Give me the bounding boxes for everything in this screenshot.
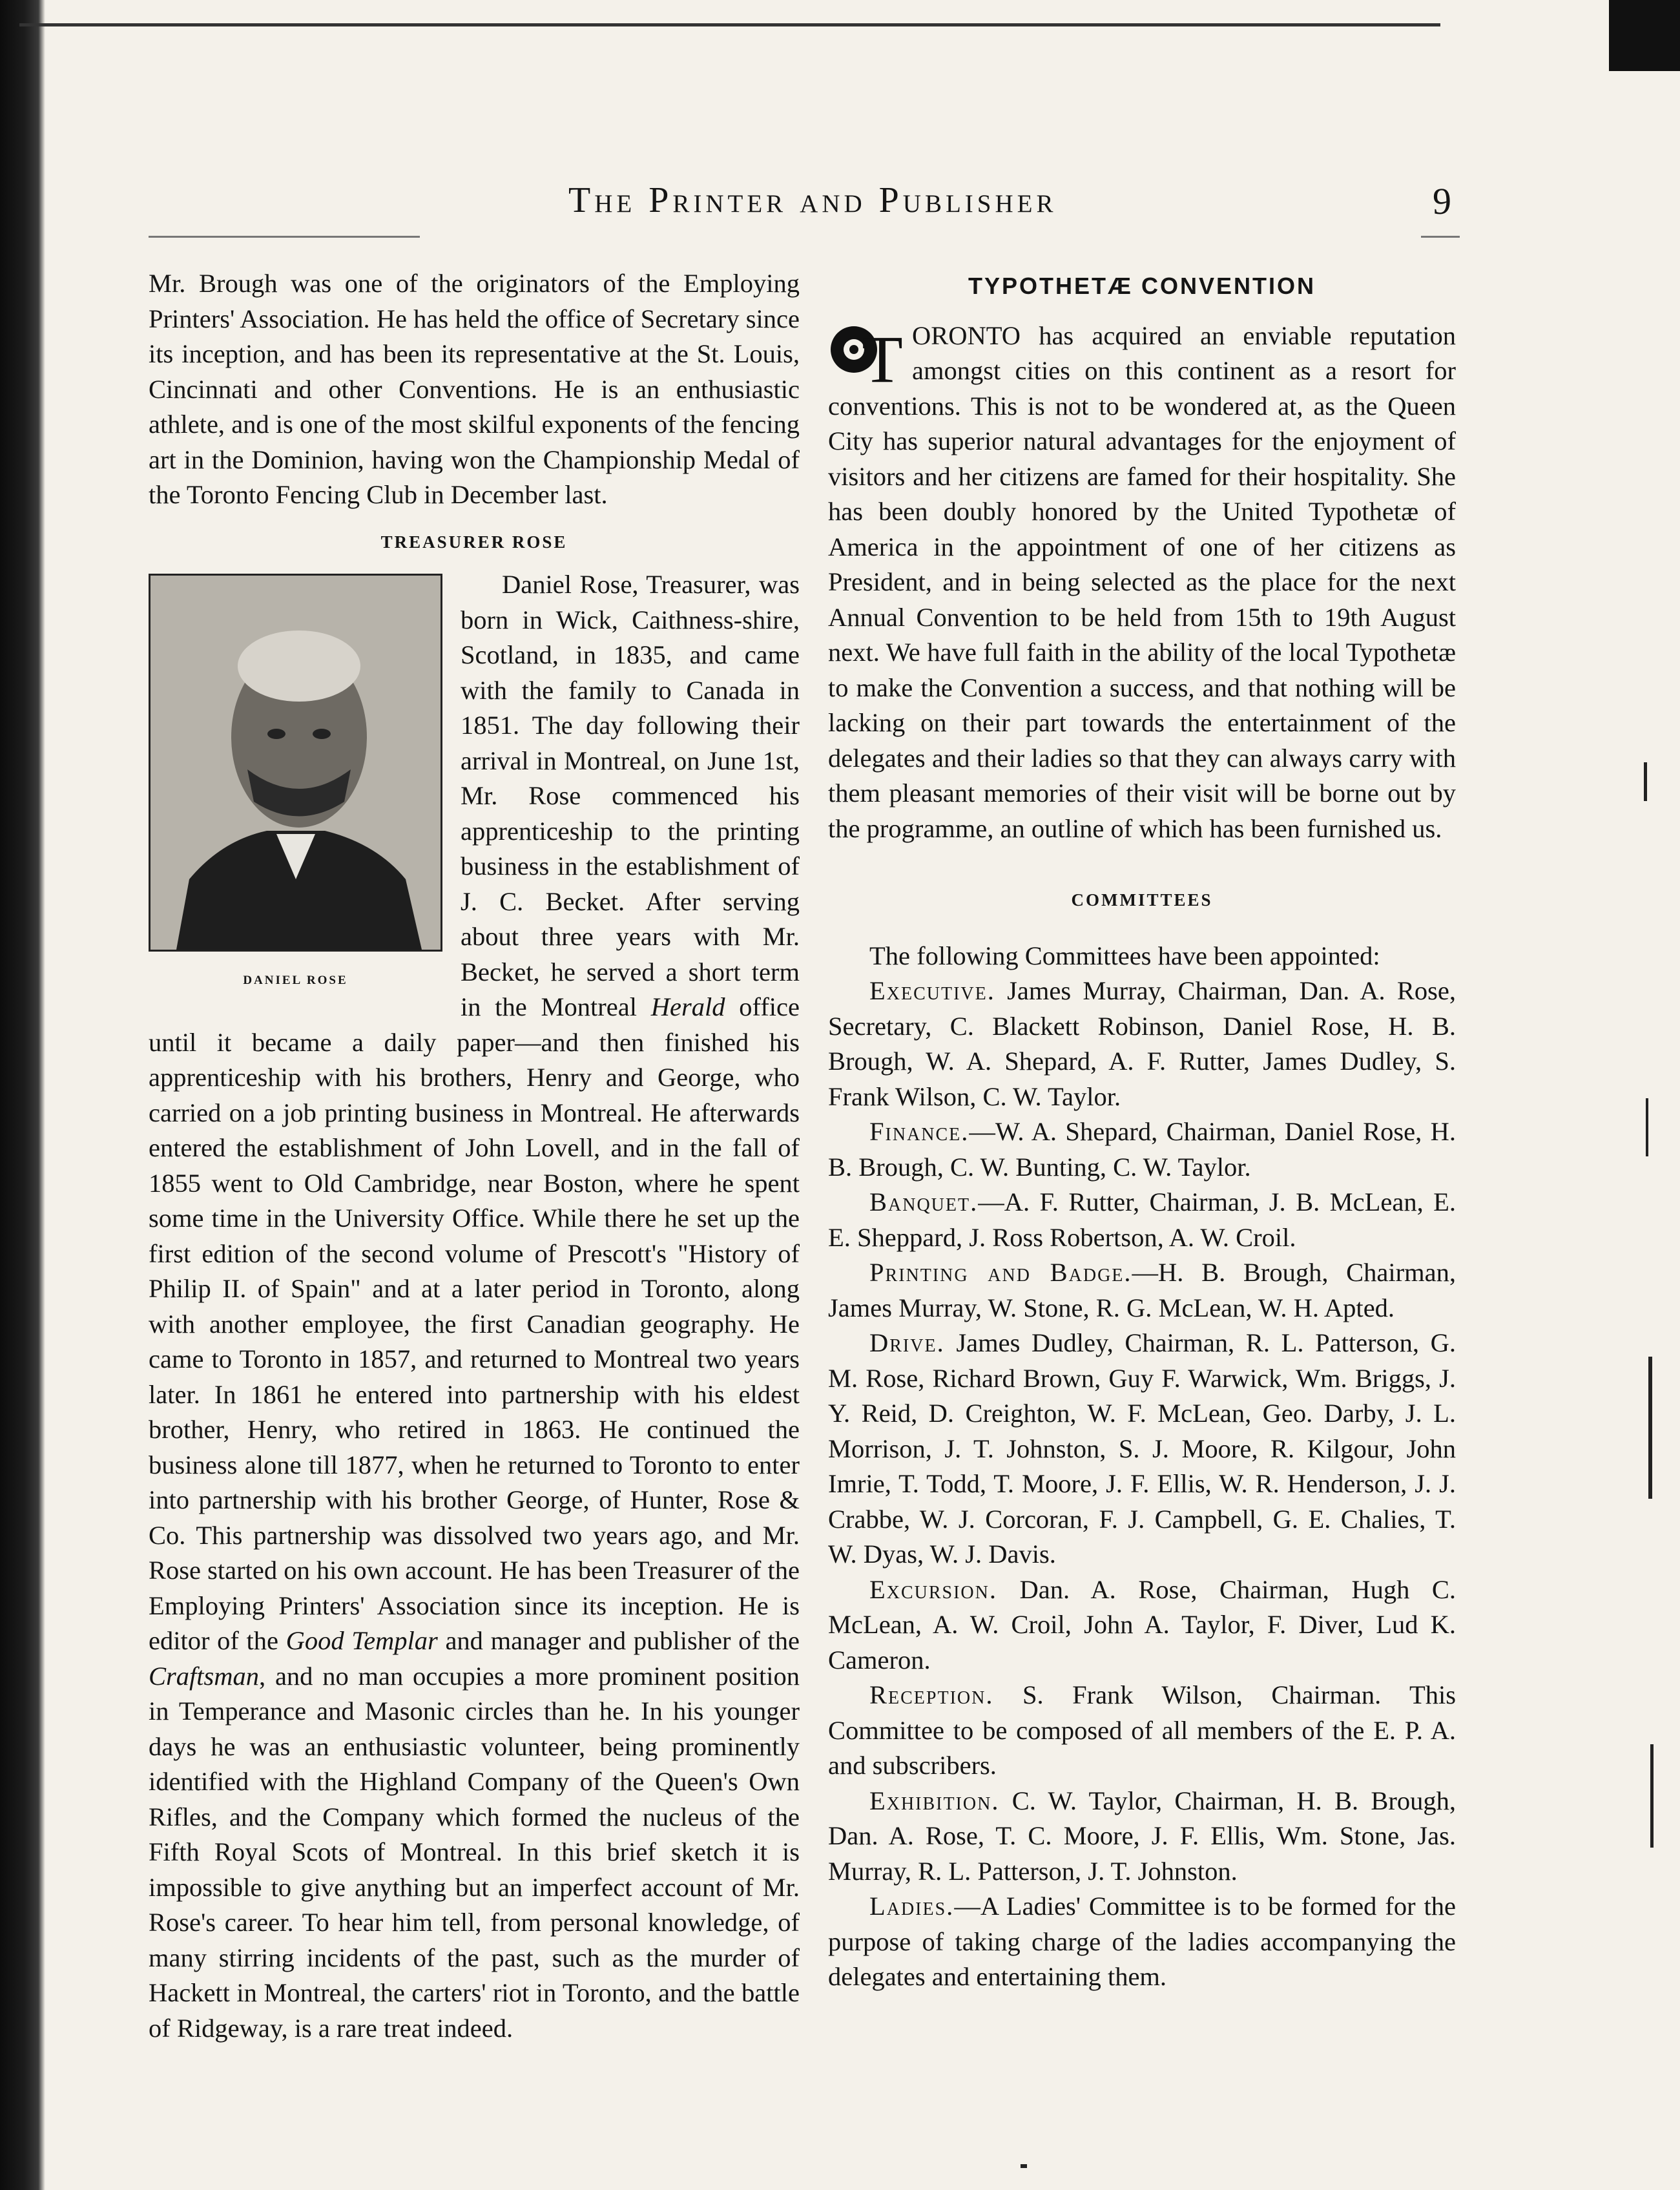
committee-members: S. Frank Wilson, Chairman. This Committee to be composed of all members of the E. P. A. and subscribers. bbox=[828, 1680, 1456, 1780]
committee-name: Ladies. bbox=[869, 1892, 955, 1921]
portrait-figure bbox=[149, 574, 442, 999]
committee-ladies bbox=[828, 1889, 1456, 1995]
portrait-photo bbox=[149, 574, 442, 952]
header-divider-right bbox=[1421, 236, 1460, 238]
rose-text-part-2: office until it became a daily paper—and then finished his apprenticeship with his brothers, Henry and George, who carried on a job printing business in Montreal. He afterwards entered the establishment of John Lovell, and in the fall of 1855 went to Old Cambridge, near Boston, where he spent some time in the University Office. While there he set up the first edition of the second volume of Prescott's "History of Philip II. of Spain" and at a later period in Toronto, along with another employee, the first Canadian geography. He came to Toronto in 1857, and returned to Montreal two years later. In 1861 he entered into partnership with his eldest brother, Henry, who retired in 1863. He continued the business alone till 1877, when he returned to Toronto to enter into partnership with his brother George, of Hunter, Rose & Co. This partnership was dissolved two years ago, and Mr. Rose started on his own account. He has been Treasurer of the Employing Printers' Association since its inception. He is editor of the bbox=[149, 992, 800, 1655]
committee-members: James Murray, Chairman, Dan. A. Rose, Secretary, C. Blackett Robinson, Daniel Rose, H. B. Brough, W. A. Shepard, A. F. Rutter, James Dudley, S. Frank Wilson, C. W. Taylor. bbox=[828, 976, 1456, 1111]
ornamental-dropcap bbox=[828, 322, 907, 386]
convention-heading: TYPOTHETÆ CONVENTION bbox=[968, 273, 1316, 299]
page-number: 9 bbox=[1433, 180, 1451, 222]
page-corner-mark bbox=[1609, 0, 1680, 71]
scan-speck bbox=[1650, 1744, 1654, 1848]
committee-executive bbox=[828, 974, 1456, 1114]
committee-members: —A Ladies' Committee is to be formed for the purpose of taking charge of the ladies accompanying the delegates and entertaining them. bbox=[828, 1892, 1456, 1991]
rose-text-part-4: , and no man occupies a more prominent position in Temperance and Masonic circles than he. In his younger days he was an enthusiastic volunteer, being prominently identified with the Highland Company of the Queen's Own Rifles, and the Company which formed the nucleus of the Fifth Royal Scots of Montreal. In this brief sketch it is impossible to give anything but an imperfect account of Mr. Rose's career. To hear him tell, from personal knowledge, of many stirring incidents of the past, such as the murder of Hackett in Montreal, the carters' riot in Toronto, and the battle of Ridgeway, is a rare treat indeed. bbox=[149, 1661, 800, 2043]
portrait-illustration bbox=[150, 576, 441, 950]
herald-title: Herald bbox=[650, 992, 725, 1021]
committee-members: James Dudley, Chairman, R. L. Patterson, G. M. Rose, Richard Brown, Guy F. Warwick, Wm. Briggs, J. Y. Reid, D. Creighton, W. F. McLean, Geo. Darby, J. L. Morrison, J. T. Johnston, S. J. Moore, R. Kilgour, John Imrie, T. Todd, T. Moore, J. F. Ellis, W. R. Henderson, J. J. Crabbe, W. J. Corcoran, F. J. Campbell, G. E. Chalies, T. W. Dyas, W. J. Davis. bbox=[828, 1328, 1456, 1569]
treasurer-subhead: TREASURER ROSE bbox=[380, 532, 568, 552]
brough-paragraph: Mr. Brough was one of the originators of the Employing Printers' Association. He has held the office of Secretary since its inception, and has been its representative at the St. Louis, Cincinnati and other Conventions. He is an enthusiastic athlete, and is one of the most skilful exponents of the fencing art in the Dominion, having won the Championship Medal of the Toronto Fencing Club in December last. bbox=[149, 269, 800, 509]
committee-name: Executive. bbox=[869, 976, 995, 1005]
committee-name: Banquet. bbox=[869, 1187, 979, 1216]
good-templar-title: Good Templar bbox=[285, 1626, 438, 1655]
dropcap-letter: T bbox=[862, 322, 903, 386]
scan-speck bbox=[1646, 1098, 1648, 1156]
committee-name: Printing and Badge. bbox=[869, 1258, 1132, 1287]
convention-text: has acquired an enviable reputation amongst cities on this continent as a resort for conventions. This is not to be wondered at, as the Queen City has superior natural advantages for the enjoyment of visitors and her citizens are famed for their hospitality. She has been doubly honored by the United Typothetæ of America in the appointment of one of her citizens as President, and in being selected as the place for the next Annual Convention to be held from 15th to 19th August next. We have full faith in the ability of the local Typothetæ to make the Convention a success, and that nothing will be lacking on their part towards the entertainment of the delegates and their ladies so that they can always carry with them pleasant memories of their visit will be borne out by the programme, an outline of which has been furnished us. bbox=[828, 320, 1456, 843]
committee-drive bbox=[828, 1326, 1456, 1572]
committee-reception bbox=[828, 1678, 1456, 1784]
committee-name: Drive. bbox=[869, 1328, 945, 1357]
portrait-caption: DANIEL ROSE bbox=[243, 974, 348, 987]
committee-name: Excursion. bbox=[869, 1574, 997, 1604]
rose-text-part-1: Daniel Rose, Treasurer, was born in Wick, Caithness-shire, Scotland, in 1835, and came with the family to Canada in 1851. The day following their arrival in Montreal, on June 1st, Mr. Rose commenced his apprenticeship to the printing business in the establishment of J. C. Becket. After serving about three years with Mr. Becket, he served a short term in the Montreal bbox=[461, 570, 800, 1021]
right-column bbox=[828, 266, 1456, 1995]
scan-speck bbox=[1644, 762, 1647, 801]
committees-subhead: COMMITTEES bbox=[1071, 890, 1213, 910]
committee-members: Dan. A. Rose, Chairman, Hugh C. McLean, A. W. Croil, John A. Taylor, F. Diver, Lud K. Cameron. bbox=[828, 1574, 1456, 1674]
top-rule bbox=[19, 23, 1440, 26]
header-divider-left bbox=[149, 236, 420, 238]
left-column bbox=[149, 266, 800, 2046]
committee-excursion bbox=[828, 1572, 1456, 1678]
scan-speck bbox=[1648, 1357, 1652, 1499]
committee-finance bbox=[828, 1114, 1456, 1185]
committees-intro: The following Committees have been appointed: bbox=[869, 941, 1380, 970]
running-header: The Printer and Publisher bbox=[568, 180, 1057, 220]
scan-speck bbox=[1021, 2164, 1027, 2168]
committee-members: —A. F. Rutter, Chairman, J. B. McLean, E. E. Sheppard, J. Ross Robertson, A. W. Croil. bbox=[828, 1187, 1456, 1252]
convention-paragraph bbox=[828, 318, 1456, 847]
rose-text-part-3: and manager and publisher of the bbox=[437, 1626, 800, 1655]
committee-members: —W. A. Shepard, Chairman, Daniel Rose, H. B. Brough, C. W. Bunting, C. W. Taylor. bbox=[828, 1117, 1456, 1182]
committee-members: C. W. Taylor, Chairman, H. B. Brough, Dan. A. Rose, T. C. Moore, J. F. Ellis, Wm. Stone, Jas. Murray, R. L. Patterson, J. T. Johnston. bbox=[828, 1786, 1456, 1886]
committee-name: Reception. bbox=[869, 1680, 994, 1709]
committee-banquet bbox=[828, 1185, 1456, 1255]
committee-members: —H. B. Brough, Chairman, James Murray, W. Stone, R. G. McLean, W. H. Apted. bbox=[828, 1258, 1457, 1322]
lead-word: ORONTO bbox=[912, 320, 1021, 350]
page-binding-edge bbox=[0, 0, 45, 2190]
committee-exhibition bbox=[828, 1784, 1456, 1890]
committee-printing-badge bbox=[828, 1255, 1456, 1326]
committee-name: Exhibition. bbox=[869, 1786, 1000, 1815]
craftsman-title: Craftsman bbox=[149, 1661, 260, 1691]
committee-name: Finance. bbox=[869, 1117, 970, 1146]
